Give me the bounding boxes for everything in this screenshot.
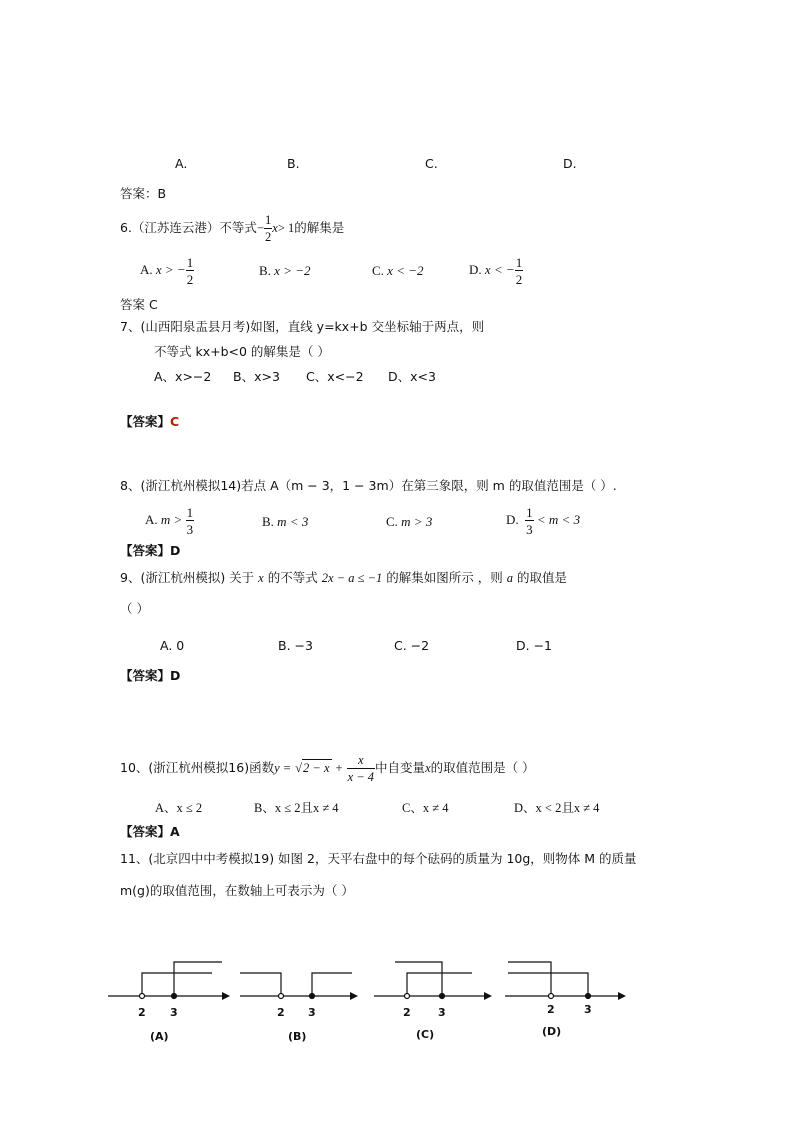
number-line-a[interactable] xyxy=(108,962,230,1000)
q5-option-a: A. xyxy=(175,156,188,171)
number-line-b[interactable] xyxy=(240,973,358,1000)
q11-line1: 11、(北京四中中考模拟19) 如图 2，天平右盘中的每个砝码的质量为 10g，则物体 M 的质量 xyxy=(120,851,637,866)
q6-stem: 6.（江苏连云港）不等式− $\frac{1}{2}$ x> 1的解集是 xyxy=(120,213,345,244)
q6-answer: 答案 C xyxy=(120,297,158,312)
nl-c-tick-3: 3 xyxy=(438,1006,446,1019)
q8-option-d: D. $\frac{1}{3}$ < m < 3 xyxy=(506,505,581,537)
nl-a-tick-3: 3 xyxy=(170,1006,178,1019)
nl-a-tick-2: 2 xyxy=(138,1006,146,1019)
q7-option-a: A、x>−2 xyxy=(154,369,212,384)
q10-option-a: A、x ≤ 2 xyxy=(155,801,203,815)
q5-answer: 答案：B xyxy=(120,186,167,201)
q8-answer: 【答案】D xyxy=(120,543,181,558)
q11-line2: m(g)的取值范围，在数轴上可表示为（ ） xyxy=(120,883,354,898)
q5-option-b: B. xyxy=(287,156,300,171)
nl-a-label: (A) xyxy=(150,1030,169,1043)
q6-suffix: 的解集是 xyxy=(294,220,345,235)
nl-c-label: (C) xyxy=(416,1028,435,1041)
nl-b-tick-3: 3 xyxy=(308,1006,316,1019)
q10-stem: 10、(浙江杭州模拟16)函数y = √2 − x + $\frac{x}{x - 4}$ 中自变量x的取值范围是（ ） xyxy=(120,753,535,784)
q10-answer: 【答案】A xyxy=(120,824,180,839)
q7-line1: 7、(山西阳泉盂县月考)如图，直线 y=kx+b 交坐标轴于两点，则 xyxy=(120,319,485,334)
q6-prefix: 6.（江苏连云港）不等式 xyxy=(120,220,257,235)
number-line-c[interactable] xyxy=(374,962,492,1000)
q9-option-a: A. 0 xyxy=(160,638,185,653)
q10-option-b: B、x ≤ 2且x ≠ 4 xyxy=(254,801,339,815)
q8-option-a: A. m > $\frac{1}{3}$ xyxy=(145,505,194,537)
q6-option-b: B. x > −2 xyxy=(259,263,311,278)
q10-option-d: D、x < 2且x ≠ 4 xyxy=(514,801,600,815)
nl-c-tick-2: 2 xyxy=(403,1006,411,1019)
q6-fraction: $\frac{1}{2}$ xyxy=(265,213,272,244)
q9-paren: （ ） xyxy=(120,601,149,616)
number-line-d[interactable] xyxy=(505,962,626,1000)
nl-d-tick-3: 3 xyxy=(584,1003,592,1016)
q9-stem: 9、(浙江杭州模拟) 关于 x 的不等式 2x − a ≤ −1 的解集如图所示 ，则 a 的取值是 xyxy=(120,570,567,585)
q7-option-c: C、x<−2 xyxy=(306,369,364,384)
q6-option-d: D. x < − $\frac{1}{2}$ xyxy=(469,255,523,287)
q8-option-b: B. m < 3 xyxy=(262,514,309,529)
q7-answer: 【答案】C xyxy=(120,414,180,429)
q5-option-d: D. xyxy=(563,156,577,171)
nl-b-tick-2: 2 xyxy=(277,1006,285,1019)
q9-option-d: D. −1 xyxy=(516,638,552,653)
q9-option-b: B. −3 xyxy=(278,638,313,653)
nl-b-label: (B) xyxy=(288,1030,307,1043)
q6-option-c: C. x < −2 xyxy=(372,263,424,278)
q5-option-c: C. xyxy=(425,156,438,171)
q8-stem: 8、(浙江杭州模拟14)若点 A（m − 3，1 − 3m）在第三象限，则 m 的取值范围是（ ）. xyxy=(120,478,617,493)
q6-option-a: A. x > − $\frac{1}{2}$ xyxy=(140,255,194,287)
q9-answer: 【答案】D xyxy=(120,668,181,683)
q8-option-c: C. m > 3 xyxy=(386,514,433,529)
q7-option-b: B、x>3 xyxy=(233,369,280,384)
q7-option-d: D、x<3 xyxy=(388,369,436,384)
q7-line2: 不等式 kx+b<0 的解集是（ ） xyxy=(154,344,330,359)
q10-option-c: C、x ≠ 4 xyxy=(402,801,449,815)
nl-d-label: (D) xyxy=(542,1025,562,1038)
nl-d-tick-2: 2 xyxy=(547,1003,555,1016)
q9-option-c: C. −2 xyxy=(394,638,430,653)
